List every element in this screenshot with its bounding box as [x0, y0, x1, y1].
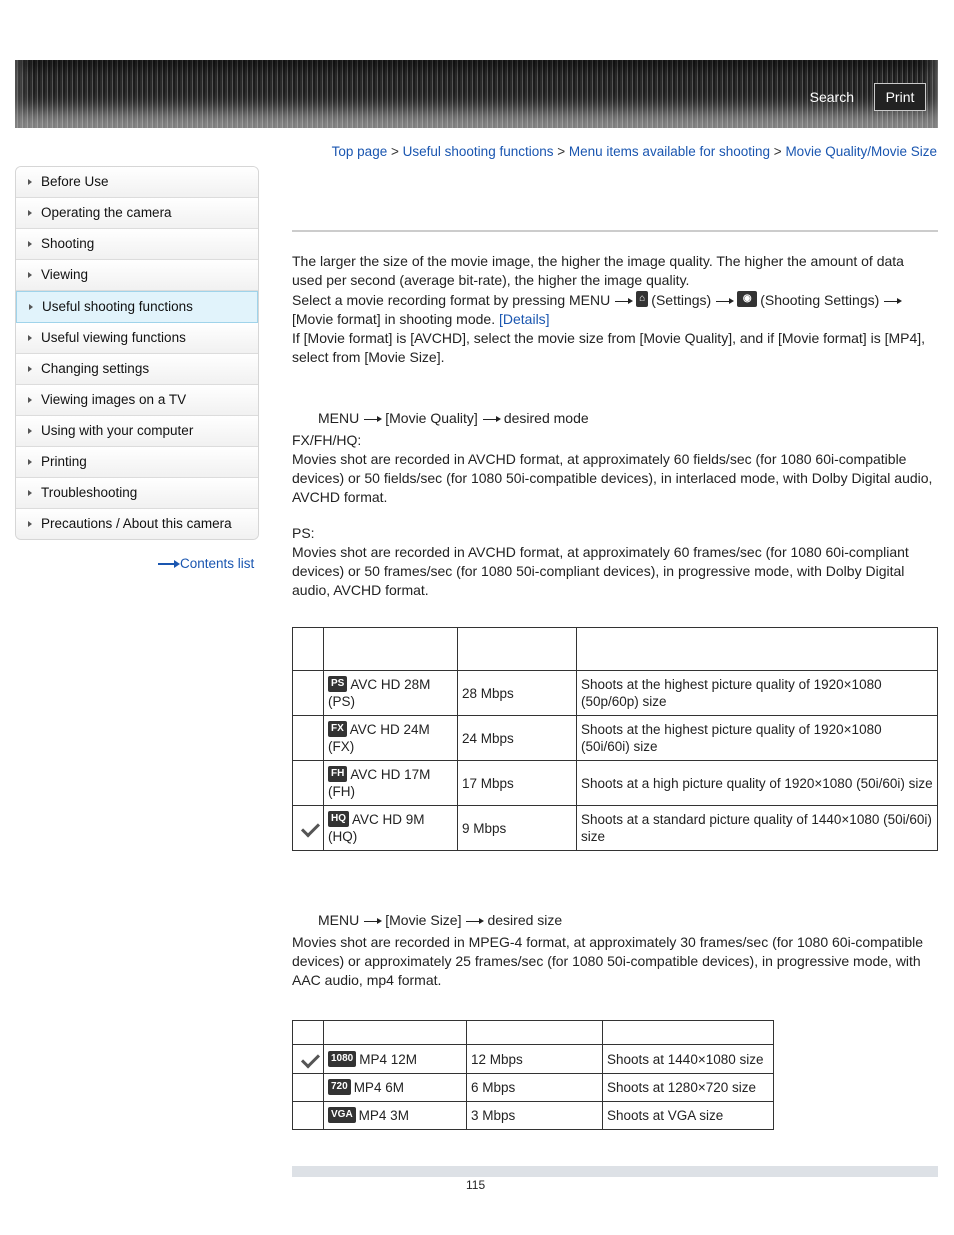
intro-section	[292, 252, 938, 367]
sidebar-item-computer[interactable]: Using with your computer	[16, 416, 258, 447]
table-header-row	[293, 1021, 774, 1045]
table-row: HQ AVC HD 9M (HQ) 9 Mbps Shoots at a standard picture quality of 1440×1080 (50i/60i) size	[293, 806, 938, 851]
sidebar-item-tv[interactable]: Viewing images on a TV	[16, 385, 258, 416]
size-table	[292, 1020, 774, 1130]
arrow-icon	[716, 301, 732, 302]
footer-bar	[292, 1166, 938, 1177]
camera-icon: ◉	[737, 291, 757, 307]
size-text: Movies shot are recorded in MPEG-4 format, at approximately 30 frames/sec (for 1080 60i-compatible devices) or approximately 25 frames/sec (for 1080 50i-compatible devices), in progressive mode, with AAC audio, mp4 format.	[292, 934, 924, 988]
contents-list-link[interactable]: Contents list	[158, 556, 254, 571]
breadcrumb-useful-shooting[interactable]: Useful shooting functions	[402, 144, 554, 159]
sidebar-item-shooting[interactable]: Shooting	[16, 229, 258, 260]
ps-title: PS:	[292, 525, 315, 541]
intro-instructions: Select a movie recording format by pressing MENU ⌂ (Settings) ◉ (Shooting Settings) [Movie format] in shooting mode. [Details]	[292, 291, 938, 329]
default-check-icon	[301, 818, 320, 837]
sidebar-item-viewing[interactable]: Viewing	[16, 260, 258, 291]
breadcrumb-separator: >	[773, 144, 782, 159]
print-button[interactable]: Print	[874, 83, 926, 111]
size-720-icon: 720	[328, 1079, 351, 1095]
page-number: 115	[466, 1178, 486, 1192]
ps-text: Movies shot are recorded in AVCHD format, at approximately 60 frames/sec (for 1080 60i-compliant devices) or 50 frames/sec (for 1080 50i-compliant devices), in progressive mode, with Dolby Digital audio, AVCHD format.	[292, 544, 909, 598]
table-row: 1080 MP4 12M 12 Mbps Shoots at 1440×1080 size	[293, 1045, 774, 1074]
sidebar-item-before-use[interactable]: Before Use	[16, 167, 258, 198]
quality-table	[292, 627, 938, 851]
size-section	[292, 911, 938, 990]
table-row: FH AVC HD 17M (FH) 17 Mbps Shoots at a high picture quality of 1920×1080 (50i/60i) size	[293, 761, 938, 806]
breadcrumb	[332, 144, 937, 159]
arrow-icon	[615, 301, 631, 302]
breadcrumb-movie-quality[interactable]: Movie Quality/Movie Size	[785, 144, 937, 159]
arrow-icon	[483, 419, 499, 420]
intro-format-note: If [Movie format] is [AVCHD], select the movie size from [Movie Quality], and if [Movie format] is [MP4], select from [Movie Size].	[292, 330, 926, 365]
sidebar-item-useful-shooting[interactable]: Useful shooting functions	[16, 291, 258, 323]
sidebar-item-useful-viewing[interactable]: Useful viewing functions	[16, 323, 258, 354]
arrow-right-icon	[158, 563, 178, 565]
size-vga-icon: VGA	[328, 1107, 356, 1123]
fx-text: Movies shot are recorded in AVCHD format, at approximately 60 fields/sec (for 1080 60i-compatible devices) or 50 fields/sec (for 1080 50i-compatible devices), in interlaced mode, with Dolby Digital audio, AVCHD format.	[292, 451, 933, 505]
arrow-icon	[364, 921, 380, 922]
table-row: VGA MP4 3M 3 Mbps Shoots at VGA size	[293, 1102, 774, 1130]
breadcrumb-top-page[interactable]: Top page	[331, 144, 388, 159]
quality-menu-path: MENU [Movie Quality] desired mode	[318, 410, 589, 426]
table-row: 720 MP4 6M 6 Mbps Shoots at 1280×720 size	[293, 1074, 774, 1102]
toolbox-icon: ⌂	[636, 291, 648, 307]
search-link[interactable]: Search	[809, 89, 854, 105]
size-1080-icon: 1080	[328, 1051, 356, 1067]
fx-title: FX/FH/HQ:	[292, 432, 362, 448]
breadcrumb-separator: >	[557, 144, 566, 159]
intro-text: The larger the size of the movie image, the higher the image quality. The higher the amount of data used per second (average bit-rate), the higher the image quality.	[292, 253, 904, 288]
size-menu-path: MENU [Movie Size] desired size	[318, 912, 563, 928]
arrow-icon	[466, 921, 482, 922]
table-row: PS AVC HD 28M (PS) 28 Mbps Shoots at the highest picture quality of 1920×1080 (50p/60p) size	[293, 671, 938, 716]
hq-mode-icon: HQ	[328, 811, 349, 827]
table-row: FX AVC HD 24M (FX) 24 Mbps Shoots at the highest picture quality of 1920×1080 (50i/60i) size	[293, 716, 938, 761]
default-check-icon	[301, 1049, 320, 1068]
fh-mode-icon: FH	[328, 766, 347, 782]
breadcrumb-menu-items[interactable]: Menu items available for shooting	[568, 144, 771, 159]
sidebar-item-troubleshooting[interactable]: Troubleshooting	[16, 478, 258, 509]
table-header-row	[293, 628, 938, 671]
details-link[interactable]: [Details]	[499, 311, 550, 327]
sidebar-item-changing-settings[interactable]: Changing settings	[16, 354, 258, 385]
arrow-icon	[364, 419, 380, 420]
arrow-icon	[884, 301, 900, 302]
sidebar-item-printing[interactable]: Printing	[16, 447, 258, 478]
breadcrumb-separator: >	[390, 144, 399, 159]
header-banner	[15, 60, 938, 128]
sidebar-item-operating[interactable]: Operating the camera	[16, 198, 258, 229]
ps-mode-icon: PS	[328, 676, 347, 692]
title-rule	[292, 230, 938, 232]
fx-mode-icon: FX	[328, 721, 347, 737]
sidebar-item-precautions[interactable]: Precautions / About this camera	[16, 509, 258, 539]
sidebar-nav	[15, 166, 259, 540]
quality-section	[292, 409, 938, 600]
